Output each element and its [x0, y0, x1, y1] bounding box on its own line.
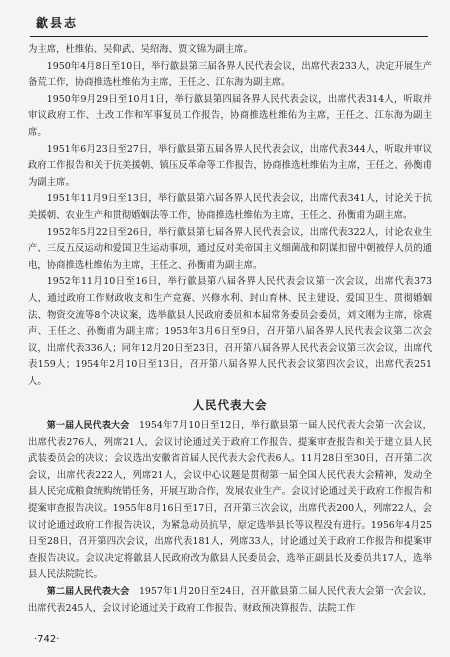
- paragraph: 1952年11月10日至16日，举行歙县第八届各界人民代表会议第一次会议，出席代表373人，通过政府工作财政收支和生产竞赛、兴修水利、封山育林、民主建设、爱国卫生、贯彻婚姻法、物资交流等8个决议案，选举歙县人民政府委员和本届常务委员会委员，刘文刚为主席，徐震声、王任之、孙衡甫为副主席；1953年3月6日至9日，召开第八届各界人民代表会议第二次会议，出席代表336人；同年12月20日至23日，召开第八届各界人民代表会议第三次会议，出席代表159人；1954年2月10日至13日，召开第八届各界人民代表会议第四次会议，出席代表251人。: [28, 276, 432, 387]
- page-header: [36, 14, 426, 31]
- paragraph: 1952年5月22日至26日，举行歙县第七届各界人民代表会议，出席代表322人，讨论农业生产、三反五反运动和爱国卫生运动事项，通过反对美帝国主义细菌战和阴谋扣留中朝被俘人员的通电，协商推选杜维佑为主席，王任之、孙衡甫为副主席。: [28, 226, 432, 271]
- paragraph: [28, 584, 432, 617]
- paragraph: 1950年9月29日至10月1日，举行歙县第四届各界人民代表会议，出席代表314人，听取并审议政府工作、土改工作和军事复员工作报告，协商推选杜维佑为主席，王任之、江东海为副主席。: [28, 93, 432, 138]
- paragraph: [28, 418, 432, 584]
- paragraph: 1951年11月9日至13日，举行歙县第六届各界人民代表会议，出席代表341人，讨论关于抗美援朝、农业生产和贯彻婚姻法等工作，协商推选杜维佑为主席，王任之、孙衡甫为副主席。: [28, 193, 432, 221]
- page-number: ·742·: [34, 634, 60, 645]
- paragraph-lead: 第一届人民代表大会: [46, 421, 130, 432]
- document-body: [28, 42, 432, 617]
- section-heading: 人民代表大会: [192, 398, 268, 413]
- paragraph-text: 1957年1月20日至24日，召开歙县第二届人民代表大会第一次会议，出席代表245人，会议讨论通过关于政府工作报告、财政预决算报告、法院工作: [28, 586, 432, 614]
- paragraph: 1951年6月23日至27日，举行歙县第五届各界人民代表会议，出席代表344人，听取并审议政府工作报告和关于抗美援朝、镇压反革命等工作报告，协商推选杜维佑为主席，王任之、孙衡甫为副主席。: [28, 143, 432, 188]
- paragraph: 1950年4月8日至10日，举行歙县第三届各界人民代表会议，出席代表233人，决定开展生产备荒工作，协商推选杜维佑为主席，王任之、江东海为副主席。: [28, 60, 432, 89]
- paragraph: 为主席，杜维佑、吴仰武、吴绍海、贾文锦为副主席。: [28, 44, 254, 55]
- paragraph-lead: 第二届人民代表大会: [46, 587, 130, 597]
- paragraph-text: 1954年7月10日至12日，举行歙县第一届人民代表大会第一次会议，出席代表276人，列席21人，会议讨论通过关于政府工作报告、提案审查报告和关于建立县人民武装委员会的决议；会议选出安徽省首届人民代表大会代表6人。11月28日至30日，召开第二次会议，出席代表222人，列席21人，会议中心议题是贯彻第一届全国人民代表大会精神，发动全县人民完成粮食统购统销任务，开展互助合作，发展农业生产。会议讨论通过关于政府工作报告和提案审查报告决议。1955年8月16日至17日，召开第三次会议，出席代表200人，列席22人，会议讨论通过政府工作报告决议，为紧急动员抗旱，原定选举县长等议程没有进行。1956年4月25日至28日，召开第四次会议，出席代表181人，列席33人，讨论通过关于政府工作报告和提案审查报告决议。会议决定将歙县人民政府改为歙县人民委员会，选举正副县长及委员共17人，选举县人民法院院长。: [28, 420, 432, 581]
- header-divider: [30, 36, 428, 37]
- book-title: 歙县志: [36, 16, 79, 30]
